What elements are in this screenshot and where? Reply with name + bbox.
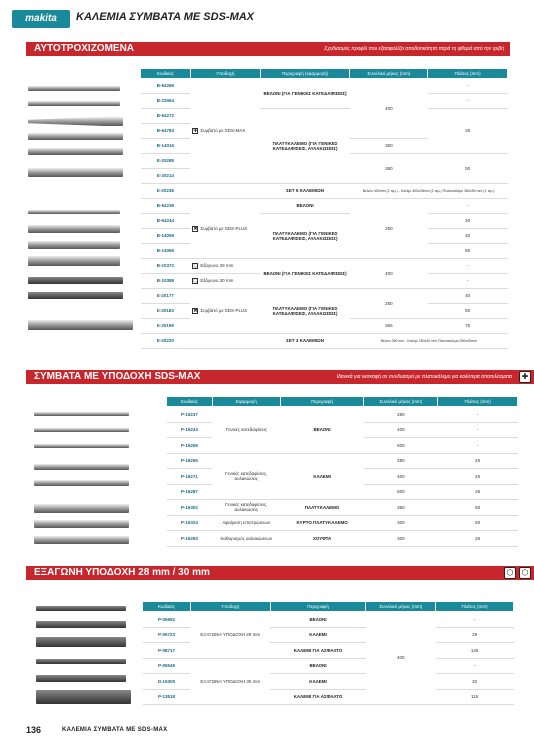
product-code: P-05549	[143, 658, 191, 674]
tool-image	[28, 277, 123, 284]
description: ΚΑΛΕΜΙ	[280, 453, 364, 500]
width: 26	[438, 531, 518, 547]
page-footer	[0, 722, 534, 736]
tool-image	[28, 148, 123, 155]
tool-image	[28, 133, 123, 140]
product-code: P-16293	[167, 531, 213, 547]
product-code: P-13518	[143, 689, 191, 705]
description: ΚΑΛΕΜΙ	[270, 674, 366, 690]
product-code: E-20199	[141, 319, 191, 334]
description: ΣΕΤ 3 ΚΑΛΕΜΙΩΝ	[260, 334, 350, 349]
sds-max-icon: ✚	[193, 128, 198, 134]
width: -	[436, 612, 514, 628]
product-code: B-64266	[141, 79, 191, 94]
tool-image	[34, 480, 129, 486]
table-row	[141, 184, 508, 199]
description: ΠΛΑΤΥΚΑΛΕΜΟ (ΓΙΑ ΓΕΝΙΚΕΣ ΚΑΤΕΔΑΦΙΣΕΙΣ, ΑΥΛΑΚΩΣΕΙΣ)	[260, 214, 350, 259]
product-code: P-16302	[167, 500, 213, 516]
length: 300	[364, 515, 438, 531]
table-row	[167, 453, 518, 469]
description: ΠΛΑΤΥΚΑΛΕΜΟ (ΓΙΑ ΓΕΝΙΚΕΣ ΚΑΤΕΔΑΦΙΣΕΙΣ, ΑΥΛΑΚΩΣΕΙΣ)	[260, 109, 350, 184]
width: 32	[436, 674, 514, 690]
col-header: Κωδικός	[167, 397, 213, 407]
mount-label: Εξάγωνο 30 mm	[200, 278, 234, 284]
description: ΒΕΛΟΝΙ	[280, 407, 364, 454]
product-code: P-16271	[167, 469, 213, 485]
description: ΧΟΥΦΤΑ	[280, 531, 364, 547]
tool-image	[34, 464, 129, 470]
width: 25	[438, 484, 518, 500]
application: Γενικές κατεδαφίσεις, αυλακώσεις	[212, 500, 280, 516]
tool-image	[34, 536, 129, 544]
length: 280	[364, 453, 438, 469]
tool-image	[28, 241, 120, 249]
product-code: P-16243	[167, 422, 213, 438]
hex-28-icon: ⬡	[504, 567, 516, 579]
width: -	[438, 438, 518, 454]
width: 40	[428, 289, 508, 304]
mount-cell	[190, 334, 260, 349]
width: 50	[438, 515, 518, 531]
description: ΚΑΛΕΜΙ	[270, 627, 366, 643]
length: 280	[364, 407, 438, 423]
product-code: E-20183	[141, 304, 191, 319]
tool-image	[28, 86, 120, 91]
product-code: P-08717	[143, 643, 191, 659]
sds-plus-icon: ✖	[193, 225, 198, 232]
hex-30-icon: ⬡	[519, 567, 531, 579]
width: 75	[428, 319, 508, 334]
section-bar-hex	[26, 566, 534, 580]
tool-image	[36, 675, 126, 682]
product-table-3	[142, 601, 514, 705]
length: 365	[350, 319, 428, 334]
product-code: E-20220	[141, 334, 191, 349]
section-title: ΑΥΤΟΤΡΟΧΙΖΟΜΕΝΑ	[34, 43, 135, 54]
col-header: Συνολικό μήκος (mm)	[366, 602, 436, 612]
length: 350	[350, 139, 428, 154]
tool-image	[34, 520, 129, 528]
col-header: Πλάτος (mm)	[428, 69, 508, 79]
description: ΚΥΡΤΟ ΠΛΑΤΥΚΑΛΕΜΟ	[280, 515, 364, 531]
hex-30-icon: ⬡	[193, 278, 198, 284]
product-code: P-16287	[167, 484, 213, 500]
table-row	[143, 612, 514, 628]
description: ΚΑΛΕΜΙ ΓΙΑ ΑΣΦΑΛΤΟ	[270, 643, 366, 659]
tool-image	[34, 428, 129, 432]
tool-image	[36, 621, 126, 628]
product-code: B-14059	[141, 229, 191, 244]
col-header: Υποδοχή	[190, 602, 270, 612]
tool-image	[28, 101, 120, 106]
description: ΚΑΛΕΜΙ ΓΙΑ ΑΣΦΑΛΤΟ	[270, 689, 366, 705]
width: 60	[428, 244, 508, 259]
length: 400	[350, 79, 428, 139]
description: ΒΕΛΟΝΙ	[270, 658, 366, 674]
tool-image	[28, 117, 123, 126]
tool-image	[28, 225, 120, 233]
col-header: Περιγραφή (εφαρμογή)	[260, 69, 350, 79]
mount-cell	[190, 184, 260, 199]
mount-label: Συμβατό με SDS-PLUS	[200, 308, 248, 314]
product-code: P-05692	[143, 612, 191, 628]
application: Αφαίρεση επιστρώσεων	[212, 515, 280, 531]
product-code: P-16237	[167, 407, 213, 423]
col-header: Υποδοχή	[190, 69, 260, 79]
section-description: Σχεδιασμός προφίλ που εξασφαλίζει αποδοτικότητα παρά τη φθορά από την τριβή	[324, 46, 504, 52]
width: 50	[428, 304, 508, 319]
hex-28-icon: ⬡	[193, 263, 198, 269]
footer-title: ΚΑΛΕΜΙΑ ΣΥΜΒΑΤΑ ΜΕ SDS-MAX	[62, 727, 168, 733]
width: -	[438, 422, 518, 438]
mount-cell	[190, 274, 260, 289]
table-row	[141, 334, 508, 349]
tool-image	[28, 168, 123, 177]
mount-cell	[190, 259, 260, 274]
length: 360	[364, 500, 438, 516]
section-description: Ιδανικά για εκσκαφή σε συνδυασμό με πλατυκάλεμο για καλύτερα αποτελέσματα	[336, 374, 512, 380]
width: -	[428, 259, 508, 274]
width: 25	[438, 469, 518, 485]
sds-max-icon: ✚	[519, 371, 531, 383]
product-code: D-15300	[143, 674, 191, 690]
width: 25	[428, 109, 508, 154]
description: ΒΕΛΟΝΙ (ΓΙΑ ΓΕΝΙΚΕΣ ΚΑΤΕΔΑΦΙΣΕΙΣ)	[260, 79, 350, 109]
product-code: B-10372	[141, 259, 191, 274]
product-code: B-64244	[141, 214, 191, 229]
width: -	[438, 407, 518, 423]
product-code: P-16265	[167, 453, 213, 469]
mount-label: Εξάγωνο 28 mm	[200, 263, 234, 269]
mount-cell	[190, 289, 260, 334]
product-code: B-14065	[141, 244, 191, 259]
section-title: ΕΞΑΓΩΝΗ ΥΠΟΔΟΧΗ 28 mm / 30 mm	[34, 567, 210, 578]
col-header: Περιγραφή	[270, 602, 366, 612]
col-header: Συνολικό μήκος (mm)	[350, 69, 428, 79]
col-header: Περιγραφή	[280, 397, 364, 407]
width: 25	[438, 453, 518, 469]
tool-image	[28, 292, 123, 299]
width: -	[436, 658, 514, 674]
width: -	[428, 79, 508, 94]
tool-image	[28, 256, 120, 266]
table-row	[141, 199, 508, 214]
mount-label: Συμβατό με SDS-PLUS	[200, 225, 248, 231]
section-bar-self-sharpening	[26, 42, 510, 56]
col-header: Κωδικός	[141, 69, 191, 79]
length: 250	[350, 199, 428, 259]
section-title: ΣΥΜΒΑΤΑ ΜΕ ΥΠΟΔΟΧΗ SDS-MAX	[34, 371, 201, 382]
table-row	[167, 407, 518, 423]
product-table-2	[166, 396, 518, 547]
mount: ΕΞΑΓΩΝΗ ΥΠΟΔΟΧΗ 28 mm	[190, 612, 270, 659]
product-code: B-64783	[141, 124, 191, 139]
length: 300	[364, 531, 438, 547]
width: 29	[436, 627, 514, 643]
width: 115	[436, 689, 514, 705]
tool-image	[34, 504, 129, 513]
length: 400	[366, 612, 436, 705]
description: ΒΕΛΟΝΙ	[270, 612, 366, 628]
section-bar-sds-max	[26, 370, 534, 384]
width: 50	[428, 154, 508, 184]
tool-image	[28, 320, 133, 330]
sds-plus-icon: ✖	[193, 308, 198, 314]
mount-label: Συμβατό με SDS-MAX	[200, 128, 246, 134]
product-table-1	[140, 68, 508, 349]
product-code: E-20288	[141, 154, 191, 169]
width: 125	[436, 643, 514, 659]
length: 380	[350, 154, 428, 184]
length: 250	[350, 289, 428, 319]
product-code: E-20236	[141, 184, 191, 199]
description: ΒΕΛΟΝΙ	[260, 199, 350, 214]
product-code: P-05723	[143, 627, 191, 643]
length: 400	[364, 469, 438, 485]
tool-image	[36, 659, 126, 664]
tool-image	[36, 690, 131, 704]
product-code: B-10388	[141, 274, 191, 289]
mount-cell	[190, 79, 260, 184]
product-code: B-23064	[141, 94, 191, 109]
table-row	[141, 79, 508, 94]
width: -	[428, 94, 508, 109]
col-header: Εφαρμογή	[212, 397, 280, 407]
product-code: E-20177	[141, 289, 191, 304]
application: Καθαρισμός αυλακώσεων	[212, 531, 280, 547]
table-row	[141, 259, 508, 274]
page-number: 136	[26, 725, 42, 735]
table-row	[167, 515, 518, 531]
width: -	[428, 274, 508, 289]
brand-logo: makita	[12, 10, 70, 28]
col-header: Κωδικός	[143, 602, 191, 612]
description: ΠΛΑΤΥΚΑΛΕΜΟ (ΓΙΑ ΓΕΝΙΚΕΣ ΚΑΤΕΔΑΦΙΣΕΙΣ, ΑΥΛΑΚΩΣΕΙΣ)	[260, 289, 350, 334]
tool-image	[36, 637, 126, 647]
description: ΠΛΑΤΥΚΑΛΕΜΟ	[280, 500, 364, 516]
tool-image	[36, 606, 126, 611]
application: Γενικές κατεδαφίσεις	[212, 407, 280, 454]
product-code: P-16324	[167, 515, 213, 531]
description: ΒΕΛΟΝΙ (ΓΙΑ ΓΕΝΙΚΕΣ ΚΑΤΕΔΑΦΙΣΕΙΣ)	[260, 259, 350, 289]
set-contents: Βελόνι 250 mm - Καλέμι 250x20 mm Πλατυκάλεμο 250x40mm	[350, 334, 508, 349]
table-row	[167, 500, 518, 516]
application: Γενικές κατεδαφίσεις, αυλακώσεις	[212, 453, 280, 500]
mount-cell	[190, 199, 260, 259]
length: 400	[350, 259, 428, 289]
col-header: Πλάτος (mm)	[438, 397, 518, 407]
table-row	[167, 531, 518, 547]
product-code: B-64238	[141, 199, 191, 214]
product-code: E-20214	[141, 169, 191, 184]
description: ΣΕΤ 5 ΚΑΛΕΜΙΩΝ	[260, 184, 350, 199]
page-header	[0, 8, 534, 30]
product-code: B-64272	[141, 109, 191, 124]
product-code: P-16259	[167, 438, 213, 454]
width: -	[428, 199, 508, 214]
tool-image	[34, 412, 129, 416]
tool-image	[34, 444, 129, 448]
col-header: Συνολικό μήκος (mm)	[364, 397, 438, 407]
page-title: ΚΑΛΕΜΙΑ ΣΥΜΒΑΤΑ ΜΕ SDS-MAX	[76, 11, 255, 23]
length: 600	[364, 438, 438, 454]
length: 600	[364, 484, 438, 500]
product-code: B-14015	[141, 139, 191, 154]
table-row	[141, 289, 508, 304]
length: 400	[364, 422, 438, 438]
col-header: Πλάτος (mm)	[436, 602, 514, 612]
width: 40	[428, 229, 508, 244]
mount: ΕΞΑΓΩΝΗ ΥΠΟΔΟΧΗ 30 mm	[190, 658, 270, 705]
tool-image	[28, 210, 120, 214]
width: 50	[438, 500, 518, 516]
width: 20	[428, 214, 508, 229]
set-contents: Βελόνι 400mm (2 τεμ.) - Καλέμι 400x25mm (2 τεμ.) Πλατυκάλεμο 380x50 mm (1 τεμ.)	[350, 184, 508, 199]
table-row	[143, 658, 514, 674]
